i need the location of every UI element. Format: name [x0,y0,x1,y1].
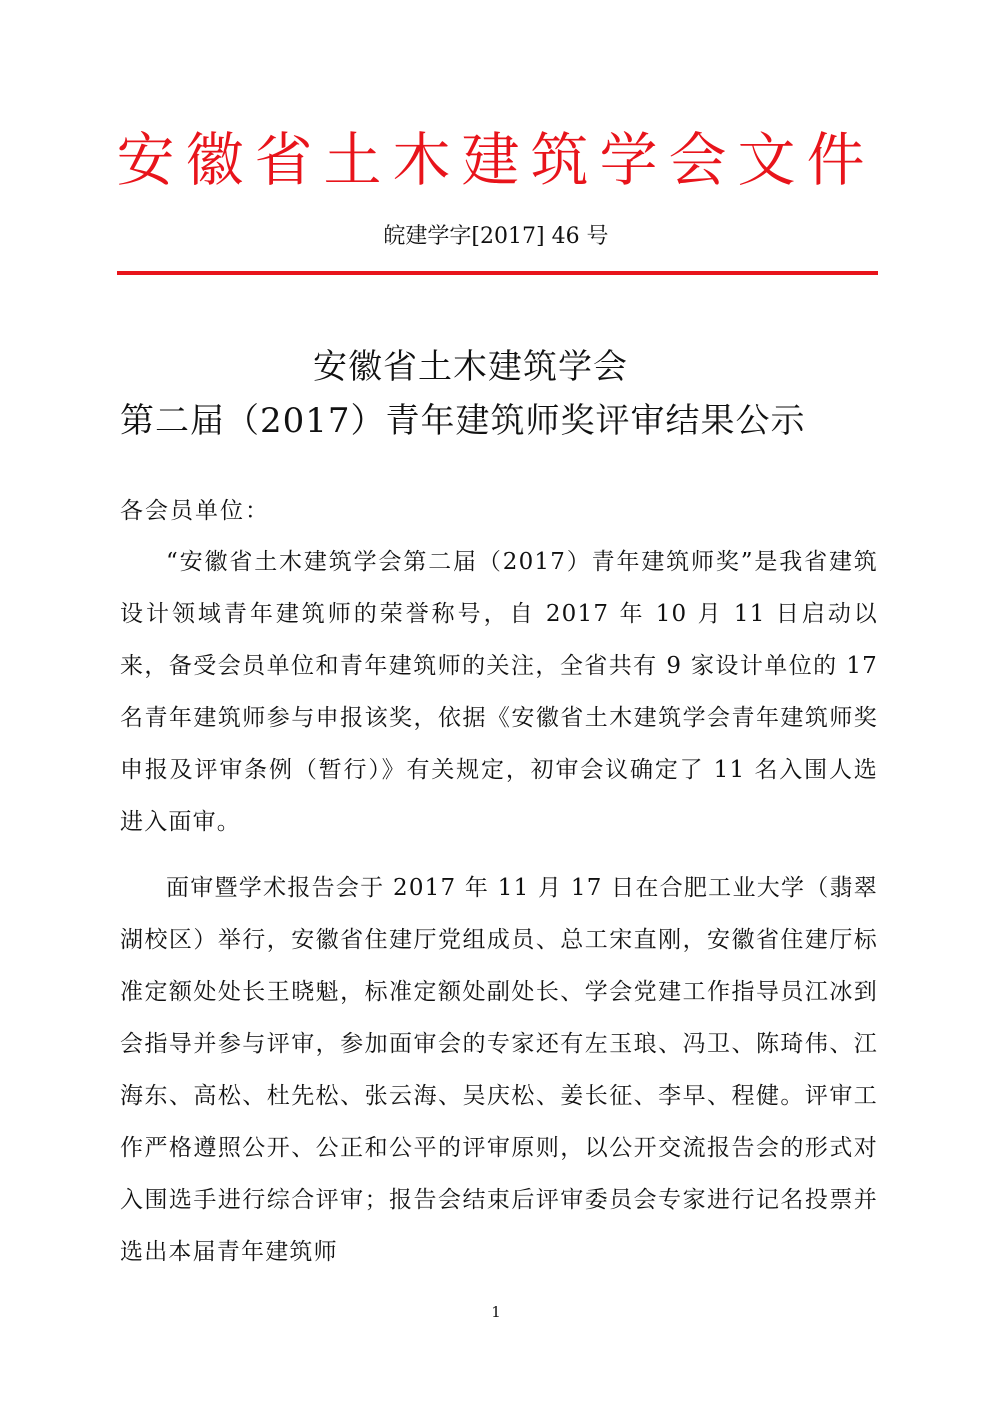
page-number: 1 [491,1303,501,1321]
notice-title-line-1: 安徽省土木建筑学会 [313,347,628,387]
red-divider-line [117,271,878,275]
body-paragraph-1: “安徽省土木建筑学会第二届（2017）青年建筑师奖”是我省建筑设计领域青年建筑师的荣誉称号，自 2017 年 10 月 11 日启动以来，备受会员单位和青年建筑师的关注，全省共有 9 家设计单位的 17 名青年建筑师参与申报该奖，依据《安徽省土木建筑学会青年建筑师奖申报及评审条例（暂行）》有关规定，初审会议确定了 11 名入围人选进入面审。 [120,549,878,835]
salutation: 各会员单位： [120,498,270,524]
document-number: 皖建学字[2017] 46 号 [383,224,609,249]
notice-title-line-2: 第二届（2017）青年建筑师奖评审结果公示 [120,401,806,441]
issuing-org-header: 安徽省土木建筑学会文件 [116,126,876,194]
body-paragraph-2: 面审暨学术报告会于 2017 年 11 月 17 日在合肥工业大学（翡翠湖校区）举行，安徽省住建厅党组成员、总工宋直刚，安徽省住建厅标准定额处处长王晓魁，标准定额处副处长、学会党建工作指导员江冰到会指导并参与评审，参加面审会的专家还有左玉琅、冯卫、陈琦伟、江海东、高松、杜先松、张云海、吴庆松、姜长征、李早、程健。评审工作严格遵照公开、公正和公平的评审原则，以公开交流报告会的形式对入围选手进行综合评审；报告会结束后评审委员会专家进行记名投票并选出本届青年建筑师 [120,875,878,1265]
